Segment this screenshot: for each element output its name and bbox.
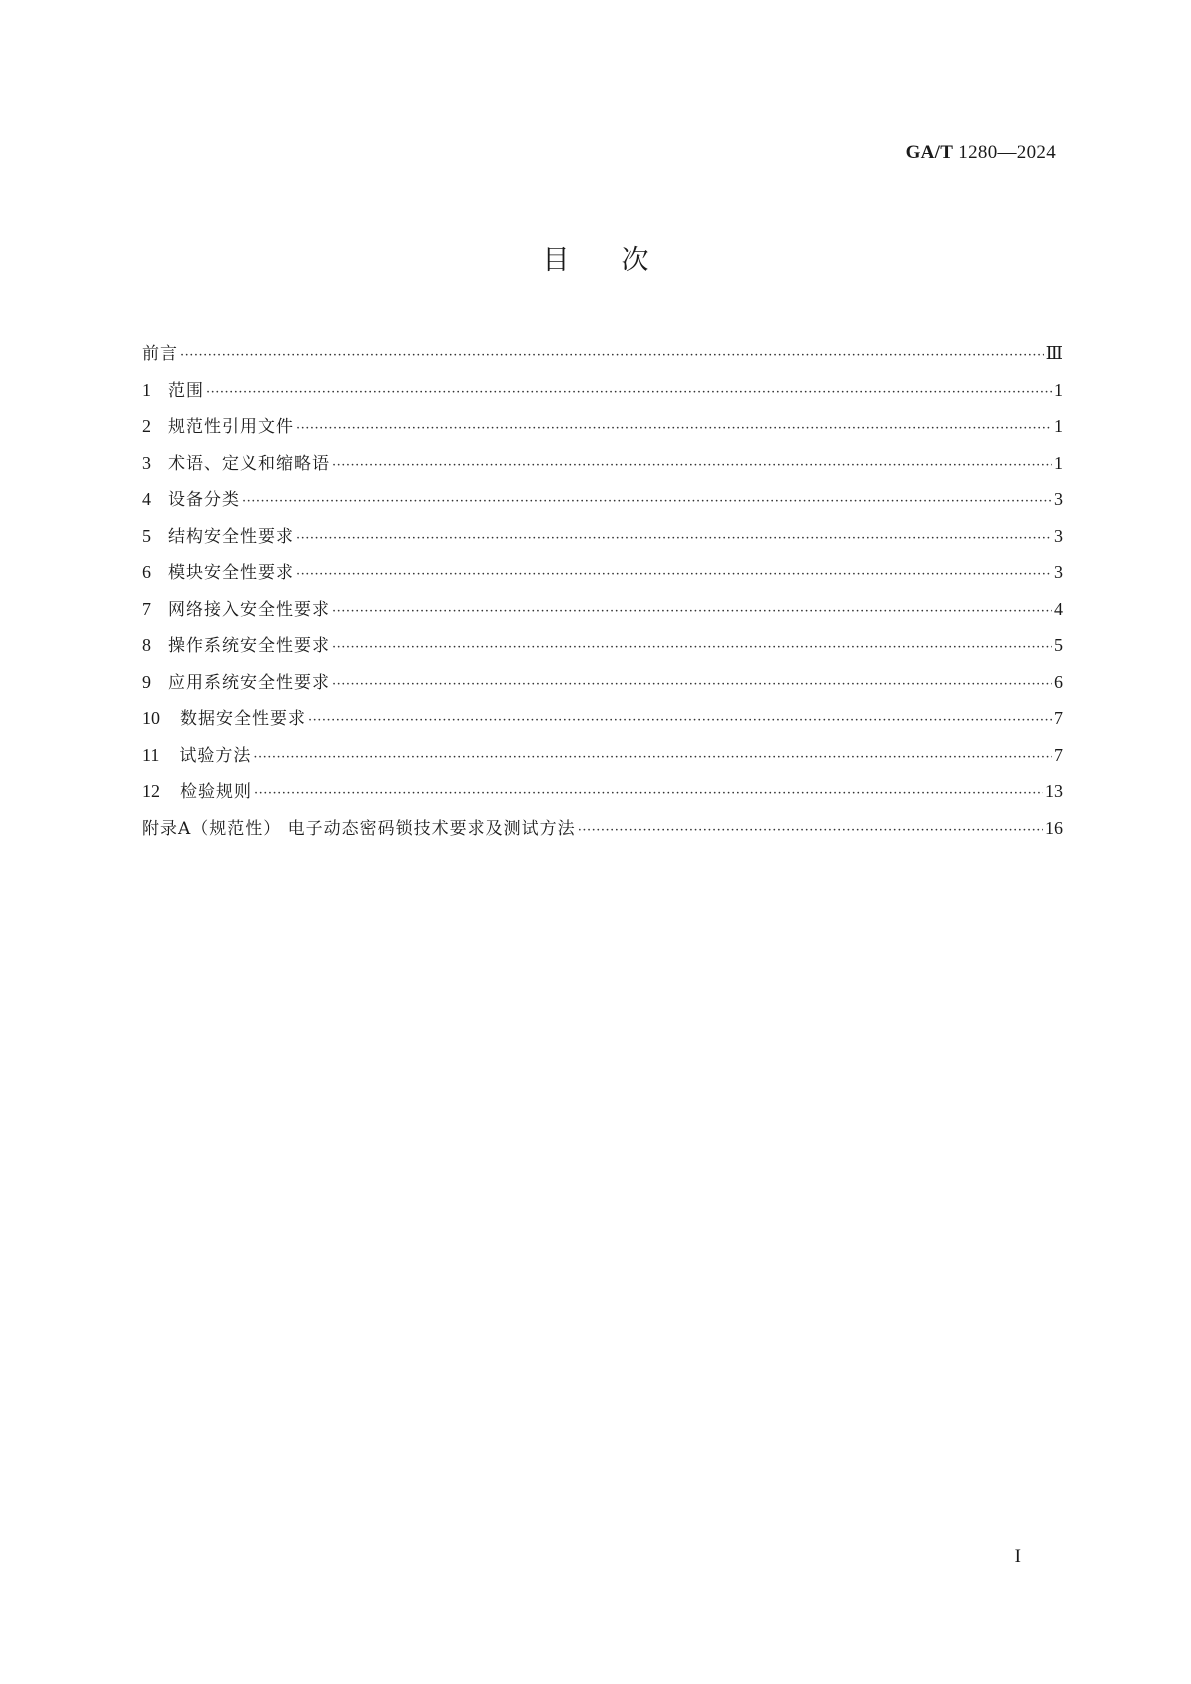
toc-entry-label: 试验方法 [179, 745, 252, 766]
toc-entry-label: 应用系统安全性要求 [168, 672, 330, 693]
toc-leader-dots [332, 600, 1052, 624]
toc-entry-page: 4 [1054, 598, 1063, 619]
toc-entry-page: 5 [1054, 635, 1063, 655]
toc-leader-dots [206, 381, 1052, 405]
toc-entry-label: 结构安全性要求 [168, 526, 294, 547]
toc-entry-2[interactable] [142, 414, 1063, 451]
toc-entry-page: 3 [1054, 489, 1063, 509]
toc-entry-page: 3 [1054, 525, 1063, 546]
toc-entry-number: 1 [142, 379, 151, 400]
toc-leader-dots [332, 454, 1052, 478]
toc-leader-dots [296, 527, 1052, 551]
toc-entry-11[interactable] [142, 743, 1063, 780]
toc-entry-label: 范围 [168, 380, 204, 401]
toc-entry-number: 2 [142, 416, 151, 436]
toc-entry-3[interactable] [142, 451, 1063, 488]
standard-code [906, 141, 1056, 165]
toc-entry-label: 数据安全性要求 [180, 709, 306, 729]
toc-entry-page: Ⅲ [1045, 343, 1063, 363]
toc-leader-dots [578, 819, 1043, 843]
toc-leader-dots [308, 709, 1052, 733]
toc-leader-dots [296, 417, 1052, 441]
toc-entry-number: 6 [142, 562, 151, 582]
toc-entry-label: 检验规则 [180, 782, 252, 802]
toc-entry-page: 1 [1054, 416, 1063, 436]
toc-entry-4[interactable] [142, 487, 1063, 524]
toc-entry-page: 13 [1045, 781, 1063, 801]
toc-entry-number: 9 [142, 671, 151, 692]
toc-entry-number: 12 [142, 781, 160, 801]
page-title: 目次 [542, 245, 701, 276]
toc-entry-annex-a[interactable] [142, 816, 1063, 853]
toc-entry-number: 4 [142, 489, 151, 509]
toc-entry-page: 3 [1054, 562, 1063, 582]
toc-entry-9[interactable] [142, 670, 1063, 707]
toc-entry-label: 网络接入安全性要求 [168, 599, 330, 620]
toc-entry-page: 7 [1054, 708, 1063, 728]
toc-entry-page: 16 [1045, 817, 1063, 838]
toc-entry-number: 3 [142, 452, 151, 473]
toc-entry-7[interactable] [142, 597, 1063, 634]
toc-leader-dots [296, 563, 1052, 587]
toc-entry-12[interactable] [142, 779, 1063, 816]
toc-entry-1[interactable] [142, 378, 1063, 415]
toc-leader-dots [254, 782, 1043, 806]
toc-entry-number: 7 [142, 598, 151, 619]
toc-entry-label: 术语、定义和缩略语 [168, 453, 330, 474]
toc-entry-label: 附录A（规范性） 电子动态密码锁技术要求及测试方法 [142, 818, 576, 839]
toc-entry-8[interactable] [142, 633, 1063, 670]
toc-entry-page: 1 [1054, 452, 1063, 473]
table-of-contents [142, 341, 1063, 852]
toc-entry-page: 6 [1054, 671, 1063, 692]
toc-entry-6[interactable] [142, 560, 1063, 597]
toc-entry-label: 前言 [142, 344, 178, 364]
toc-leader-dots [332, 673, 1052, 697]
standard-code-prefix: GA/T [905, 142, 954, 163]
toc-entry-page: 1 [1054, 379, 1063, 400]
toc-entry-number: 5 [142, 525, 151, 546]
toc-entry-number: 8 [142, 635, 151, 655]
toc-entry-label: 设备分类 [168, 490, 240, 510]
toc-entry-10[interactable] [142, 706, 1063, 743]
toc-leader-dots [180, 344, 1044, 368]
toc-leader-dots [253, 746, 1052, 770]
toc-entry-number: 10 [142, 708, 160, 728]
toc-entry-label: 规范性引用文件 [168, 417, 294, 437]
toc-entry-label: 操作系统安全性要求 [168, 636, 330, 656]
toc-leader-dots [242, 490, 1052, 514]
toc-entry-page: 7 [1054, 744, 1063, 765]
toc-entry-number: 11 [142, 744, 160, 765]
toc-leader-dots [332, 636, 1052, 660]
toc-entry-foreword[interactable] [142, 341, 1063, 378]
standard-code-number: 1280—2024 [958, 142, 1056, 163]
toc-entry-label: 模块安全性要求 [168, 563, 294, 583]
toc-entry-5[interactable] [142, 524, 1063, 561]
page-number: I [1014, 1546, 1021, 1567]
